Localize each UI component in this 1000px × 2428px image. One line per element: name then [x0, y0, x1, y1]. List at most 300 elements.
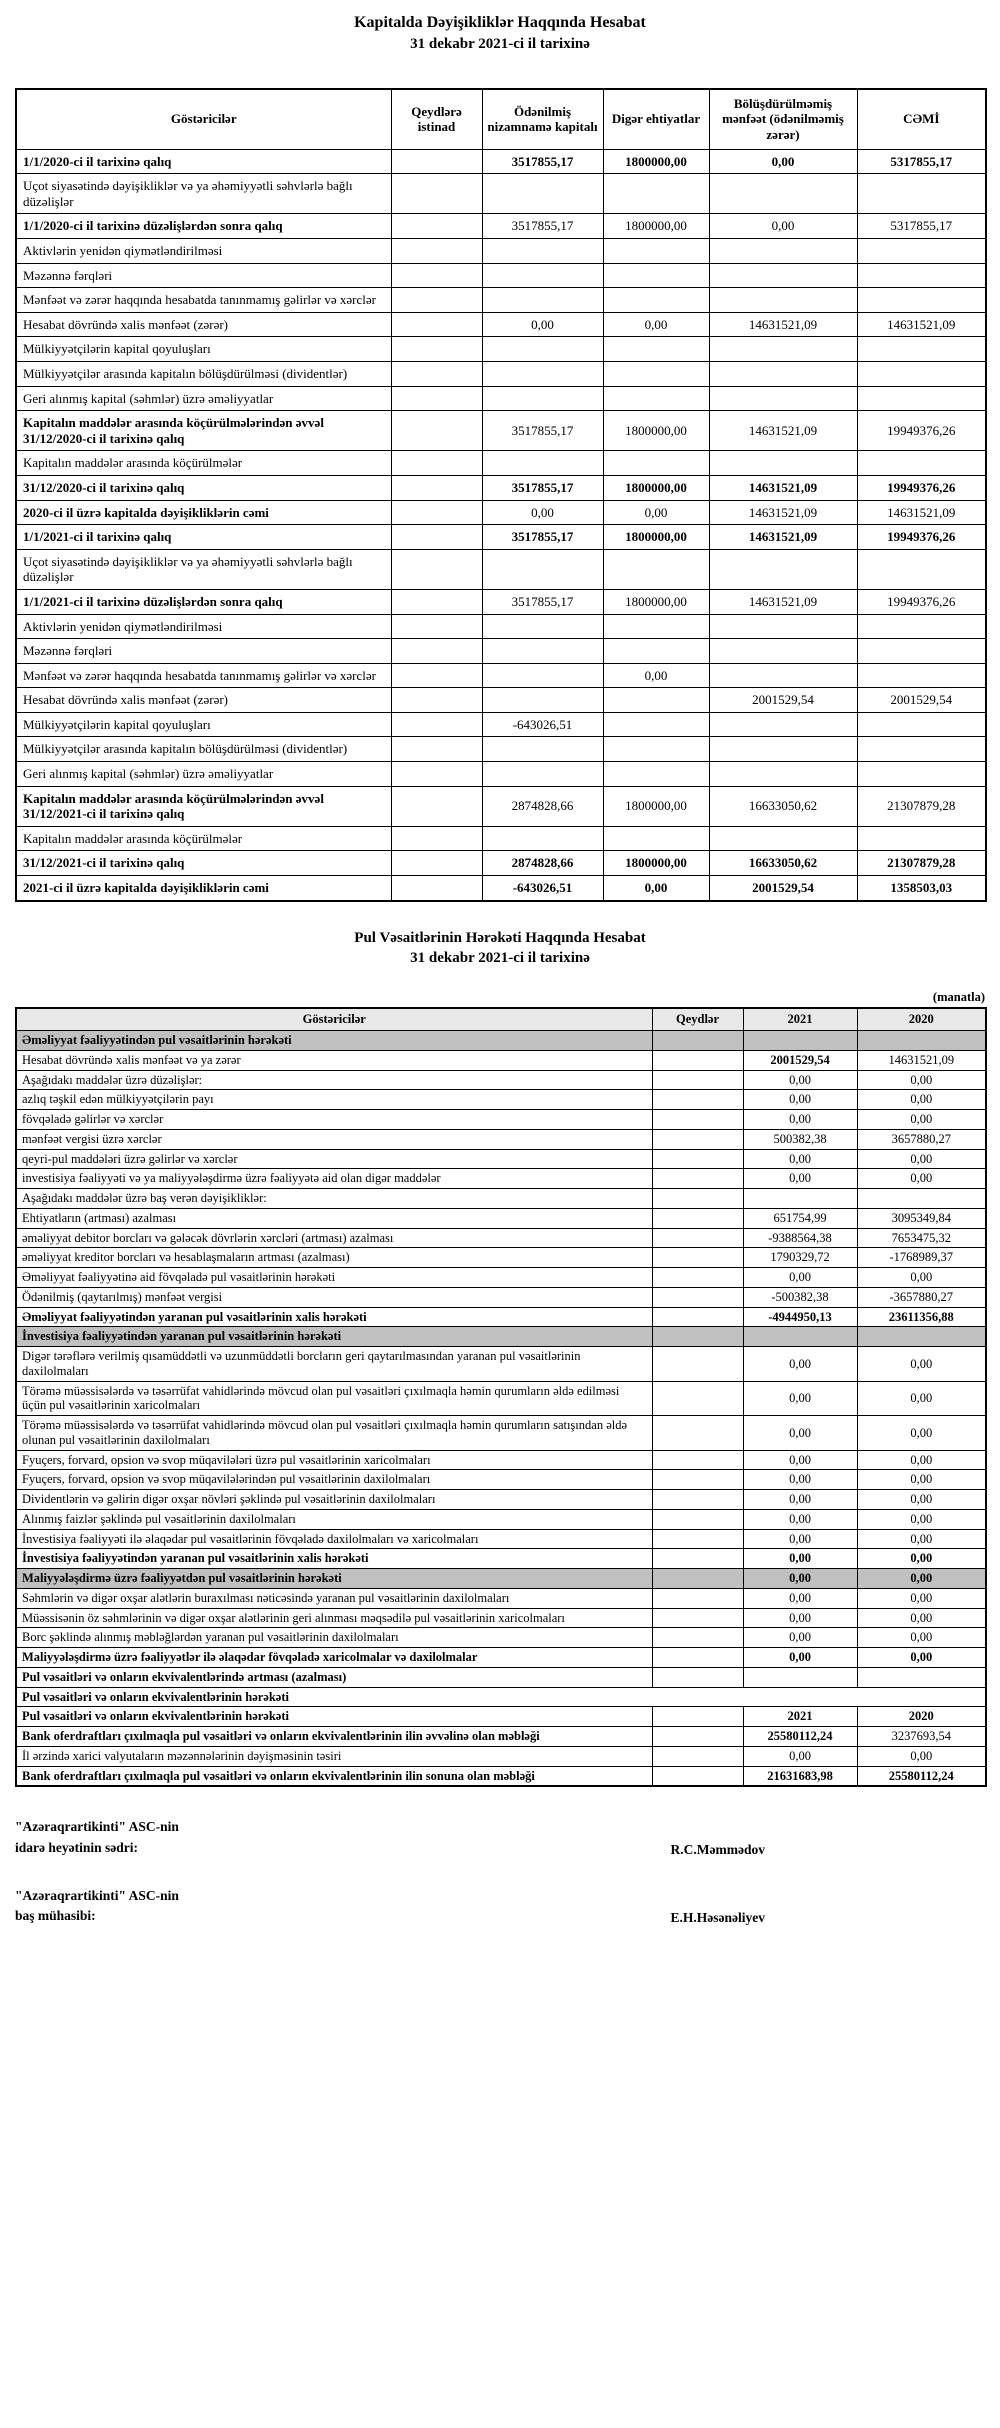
row-other-reserves: 1800000,00 [603, 214, 709, 239]
row-note-ref [391, 337, 482, 362]
row-note-ref [652, 1129, 743, 1149]
row-value-2021: -9388564,38 [743, 1228, 857, 1248]
row-value-2020 [857, 1031, 986, 1051]
row-paid-capital: 2874828,66 [482, 786, 603, 826]
equity-table-row [16, 500, 986, 525]
row-value-2021: 2021 [743, 1707, 857, 1727]
row-note-ref [391, 411, 482, 451]
row-value-2021: -4944950,13 [743, 1307, 857, 1327]
row-retained-earnings: 2001529,54 [709, 688, 857, 713]
signature-org-2: "Azəraqrartikinti" ASC-nin [15, 1887, 179, 1903]
cashflow-table-row [16, 1287, 986, 1307]
row-value-2021: 0,00 [743, 1608, 857, 1628]
row-total [857, 263, 986, 288]
row-value-2021: 500382,38 [743, 1129, 857, 1149]
row-label: Geri alınmış kapital (səhmlər) üzrə əməliyyatlar [16, 386, 391, 411]
row-note-ref [391, 762, 482, 787]
row-value-2020: 0,00 [857, 1648, 986, 1668]
row-note-ref [652, 1588, 743, 1608]
row-other-reserves [603, 639, 709, 664]
col-notes-2: Qeydlər [652, 1008, 743, 1031]
row-label: azlıq təşkil edən mülkiyyətçilərin payı [16, 1090, 652, 1110]
row-retained-earnings [709, 549, 857, 589]
equity-table-row [16, 826, 986, 851]
row-value-2021: 0,00 [743, 1628, 857, 1648]
row-label: qeyri-pul maddələri üzrə gəlirlər və xərclər [16, 1149, 652, 1169]
row-total: 21307879,28 [857, 786, 986, 826]
row-value-2021 [743, 1189, 857, 1209]
row-note-ref [652, 1347, 743, 1382]
cashflow-table-row [16, 1727, 986, 1747]
equity-table-row [16, 149, 986, 174]
row-other-reserves [603, 549, 709, 589]
row-note-ref [652, 1569, 743, 1589]
row-label: mənfəət vergisi üzrə xərclər [16, 1129, 652, 1149]
cashflow-table-row [16, 1110, 986, 1130]
equity-table-row [16, 614, 986, 639]
row-paid-capital: 3517855,17 [482, 475, 603, 500]
equity-table-body [16, 149, 986, 901]
row-value-2021: 0,00 [743, 1450, 857, 1470]
row-note-ref [391, 826, 482, 851]
cashflow-table-row [16, 1090, 986, 1110]
row-retained-earnings [709, 239, 857, 264]
row-total [857, 386, 986, 411]
row-paid-capital: 3517855,17 [482, 589, 603, 614]
row-retained-earnings: 14631521,09 [709, 500, 857, 525]
cashflow-table-row [16, 1208, 986, 1228]
row-total: 1358503,03 [857, 876, 986, 901]
row-other-reserves: 1800000,00 [603, 525, 709, 550]
row-value-2020: 0,00 [857, 1529, 986, 1549]
row-total [857, 826, 986, 851]
row-note-ref [652, 1628, 743, 1648]
row-label: Borc şəklində alınmış məbləğlərdən yaranan pul vəsaitlərinin daxilolmaları [16, 1628, 652, 1648]
row-value-2021: 25580112,24 [743, 1727, 857, 1747]
row-value-2020: 25580112,24 [857, 1766, 986, 1786]
row-paid-capital [482, 762, 603, 787]
row-paid-capital: 2874828,66 [482, 851, 603, 876]
row-label: investisiya fəaliyyəti və ya maliyyələşdirmə üzrə fəaliyyətə aid olan digər maddələr [16, 1169, 652, 1189]
row-retained-earnings: 14631521,09 [709, 589, 857, 614]
row-note-ref [652, 1189, 743, 1209]
row-retained-earnings [709, 263, 857, 288]
cashflow-table-row [16, 1509, 986, 1529]
row-paid-capital: 3517855,17 [482, 214, 603, 239]
equity-table-row [16, 263, 986, 288]
row-note-ref [391, 239, 482, 264]
equity-table-row [16, 361, 986, 386]
row-note-ref [652, 1470, 743, 1490]
row-label: Törəmə müəssisələrdə və təsərrüfat vahidlərində mövcud olan pul vəsaitləri çıxılmaqla həmin qurumların satışından əldə olunan pul vəsaitlərinin daxilolmaları [16, 1416, 652, 1451]
equity-table-row [16, 851, 986, 876]
cashflow-table-row [16, 1707, 986, 1727]
row-other-reserves [603, 263, 709, 288]
equity-table-row [16, 786, 986, 826]
equity-table-row [16, 312, 986, 337]
row-label: Əməliyyat fəaliyyətindən yaranan pul vəsaitlərinin xalis hərəkəti [16, 1307, 652, 1327]
equity-report-title-line2: 31 dekabr 2021-ci il tarixinə [410, 35, 590, 52]
row-label: Əməliyyat fəaliyyətinə aid fövqəladə pul vəsaitlərinin hərəkəti [16, 1268, 652, 1288]
row-label: əməliyyat debitor borcları və gələcək dövrlərin xərcləri (artması) azalması [16, 1228, 652, 1248]
row-retained-earnings: 2001529,54 [709, 876, 857, 901]
row-total: 19949376,26 [857, 475, 986, 500]
row-note-ref [652, 1208, 743, 1228]
row-note-ref [391, 475, 482, 500]
row-value-2021: 0,00 [743, 1648, 857, 1668]
cashflow-table-row [16, 1687, 986, 1707]
row-value-2021: 0,00 [743, 1416, 857, 1451]
row-label: Aktivlərin yenidən qiymətləndirilməsi [16, 239, 391, 264]
cashflow-table-row [16, 1648, 986, 1668]
row-label: Aktivlərin yenidən qiymətləndirilməsi [16, 614, 391, 639]
row-other-reserves: 1800000,00 [603, 411, 709, 451]
cashflow-table-row [16, 1549, 986, 1569]
row-total [857, 712, 986, 737]
row-total [857, 361, 986, 386]
row-total [857, 549, 986, 589]
equity-report-title-line1: Kapitalda Dəyişikliklər Haqqında Hesabat [354, 14, 646, 31]
row-label: Mənfəət və zərər haqqında hesabatda tanınmamış gəlirlər və xərclər [16, 288, 391, 313]
row-note-ref [652, 1549, 743, 1569]
row-retained-earnings [709, 337, 857, 362]
row-label: 31/12/2021-ci il tarixinə qalıq [16, 851, 391, 876]
row-note-ref [652, 1667, 743, 1687]
row-label: Hesabat dövründə xalis mənfəət (zərər) [16, 688, 391, 713]
row-retained-earnings: 14631521,09 [709, 525, 857, 550]
row-paid-capital [482, 688, 603, 713]
row-note-ref [391, 688, 482, 713]
cashflow-table-row [16, 1381, 986, 1416]
signature-chairman-title [15, 1817, 179, 1858]
row-retained-earnings [709, 826, 857, 851]
row-total: 14631521,09 [857, 312, 986, 337]
row-label: 2021-ci il üzrə kapitalda dəyişikliklərin cəmi [16, 876, 391, 901]
cashflow-report-title [15, 928, 985, 969]
cashflow-table-row [16, 1248, 986, 1268]
row-label: Müəssisənin öz səhmlərinin və digər oxşar alətlərinin geri alınması məqsədilə pul vəsaitlərinin xaricolmaları [16, 1608, 652, 1628]
row-label: Fyuçers, forvard, opsion və svop müqavilələri üzrə pul vəsaitlərinin xaricolmaları [16, 1450, 652, 1470]
row-value-2021: 0,00 [743, 1490, 857, 1510]
row-note-ref [391, 786, 482, 826]
row-note-ref [391, 312, 482, 337]
row-note-ref [391, 737, 482, 762]
cashflow-table-row [16, 1529, 986, 1549]
row-note-ref [391, 614, 482, 639]
row-label: 1/1/2021-ci il tarixinə qalıq [16, 525, 391, 550]
cashflow-table-row [16, 1588, 986, 1608]
row-other-reserves [603, 337, 709, 362]
col-year-2020: 2020 [857, 1008, 986, 1031]
row-note-ref [652, 1070, 743, 1090]
row-value-2021: 0,00 [743, 1090, 857, 1110]
row-note-ref [652, 1509, 743, 1529]
col-paid-capital: Ödənilmiş nizamnamə kapitalı [482, 89, 603, 149]
row-note-ref [652, 1307, 743, 1327]
row-value-2021: 0,00 [743, 1746, 857, 1766]
row-note-ref [652, 1608, 743, 1628]
equity-table-row [16, 475, 986, 500]
col-notes-ref: Qeydlərə istinad [391, 89, 482, 149]
row-label: Ödənilmiş (qaytarılmış) mənfəət vergisi [16, 1287, 652, 1307]
row-value-2020: 0,00 [857, 1070, 986, 1090]
row-paid-capital [482, 451, 603, 476]
row-other-reserves [603, 762, 709, 787]
row-total [857, 639, 986, 664]
cashflow-table-row [16, 1307, 986, 1327]
section-label: Pul vəsaitləri və onların ekvivalentlərinin hərəkəti [16, 1687, 986, 1707]
row-note-ref [652, 1381, 743, 1416]
row-value-2021: 0,00 [743, 1347, 857, 1382]
row-label: Maliyyələşdirmə üzrə fəaliyyətdən pul vəsaitlərinin hərəkəti [16, 1569, 652, 1589]
cashflow-table-row [16, 1031, 986, 1051]
row-label: İnvestisiya fəaliyyətindən yaranan pul vəsaitlərinin xalis hərəkəti [16, 1549, 652, 1569]
row-label: Pul vəsaitləri və onların ekvivalentlərinin hərəkəti [16, 1707, 652, 1727]
row-retained-earnings [709, 737, 857, 762]
row-value-2021: 0,00 [743, 1588, 857, 1608]
row-other-reserves: 0,00 [603, 500, 709, 525]
signature-section [15, 1817, 845, 1926]
equity-table-row [16, 451, 986, 476]
cashflow-table-row [16, 1569, 986, 1589]
cashflow-table-row [16, 1149, 986, 1169]
row-total [857, 174, 986, 214]
row-label: Mülkiyyətçilərin kapital qoyuluşları [16, 712, 391, 737]
row-label: Alınmış faizlər şəklində pul vəsaitlərinin daxilolmaları [16, 1509, 652, 1529]
row-other-reserves: 1800000,00 [603, 589, 709, 614]
row-other-reserves [603, 712, 709, 737]
equity-table-row [16, 337, 986, 362]
equity-table-row [16, 525, 986, 550]
row-paid-capital: 3517855,17 [482, 525, 603, 550]
row-paid-capital [482, 614, 603, 639]
cashflow-table-row [16, 1766, 986, 1786]
equity-table-row [16, 688, 986, 713]
row-value-2021: 1790329,72 [743, 1248, 857, 1268]
col-indicators-2: Göstəricilər [16, 1008, 652, 1031]
row-value-2021: 0,00 [743, 1149, 857, 1169]
equity-table-row [16, 589, 986, 614]
row-label: Əməliyyat fəaliyyətindən pul vəsaitlərinin hərəkəti [16, 1031, 652, 1051]
row-retained-earnings: 14631521,09 [709, 411, 857, 451]
row-note-ref [391, 712, 482, 737]
row-label: Mənfəət və zərər haqqında hesabatda tanınmamış gəlirlər və xərclər [16, 663, 391, 688]
col-retained-earnings: Bölüşdürülməmiş mənfəət (ödənilməmiş zərər) [709, 89, 857, 149]
row-label: Hesabat dövründə xalis mənfəət (zərər) [16, 312, 391, 337]
row-retained-earnings [709, 663, 857, 688]
equity-table-row [16, 663, 986, 688]
row-retained-earnings [709, 386, 857, 411]
row-total: 5317855,17 [857, 149, 986, 174]
row-value-2021: -500382,38 [743, 1287, 857, 1307]
row-value-2020: 14631521,09 [857, 1050, 986, 1070]
cashflow-table [15, 1007, 987, 1787]
row-note-ref [652, 1746, 743, 1766]
cashflow-table-row [16, 1129, 986, 1149]
row-value-2020: 0,00 [857, 1746, 986, 1766]
row-total: 19949376,26 [857, 525, 986, 550]
row-paid-capital [482, 288, 603, 313]
row-other-reserves [603, 826, 709, 851]
row-total [857, 737, 986, 762]
equity-table-row [16, 411, 986, 451]
row-label: Mülkiyyətçilər arasında kapitalın bölüşdürülməsi (dividentlər) [16, 737, 391, 762]
row-note-ref [652, 1287, 743, 1307]
row-value-2020: 0,00 [857, 1268, 986, 1288]
row-other-reserves: 1800000,00 [603, 475, 709, 500]
row-value-2020: -3657880,27 [857, 1287, 986, 1307]
signature-role-2: baş mühasibi: [15, 1908, 96, 1924]
row-paid-capital [482, 337, 603, 362]
row-label: Kapitalın maddələr arasında köçürülmələr [16, 451, 391, 476]
row-paid-capital: 0,00 [482, 500, 603, 525]
row-paid-capital: -643026,51 [482, 712, 603, 737]
row-value-2020: 0,00 [857, 1588, 986, 1608]
equity-table-header [16, 89, 986, 149]
col-other-reserves: Digər ehtiyatlar [603, 89, 709, 149]
signature-role-1: idarə heyətinin sədri: [15, 1839, 138, 1855]
row-other-reserves [603, 737, 709, 762]
row-value-2021: 0,00 [743, 1110, 857, 1130]
equity-table-row [16, 712, 986, 737]
row-paid-capital [482, 361, 603, 386]
col-indicators: Göstəricilər [16, 89, 391, 149]
row-note-ref [391, 589, 482, 614]
row-note-ref [652, 1228, 743, 1248]
row-label: Dividentlərin və gəlirin digər oxşar növləri şəklində pul vəsaitlərinin daxilolmaları [16, 1490, 652, 1510]
cashflow-table-body [16, 1031, 986, 1787]
row-other-reserves [603, 361, 709, 386]
row-paid-capital [482, 639, 603, 664]
cashflow-table-row [16, 1169, 986, 1189]
signature-accountant-name: E.H.Həsənəliyev [670, 1910, 765, 1926]
row-value-2021 [743, 1327, 857, 1347]
row-retained-earnings: 14631521,09 [709, 475, 857, 500]
row-value-2020: 0,00 [857, 1608, 986, 1628]
row-label: 1/1/2021-ci il tarixinə düzəlişlərdən sonra qalıq [16, 589, 391, 614]
signature-org-1: "Azəraqrartikinti" ASC-nin [15, 1819, 179, 1835]
cashflow-table-row [16, 1450, 986, 1470]
row-note-ref [652, 1090, 743, 1110]
row-value-2021: 0,00 [743, 1169, 857, 1189]
row-note-ref [391, 525, 482, 550]
cashflow-table-row [16, 1608, 986, 1628]
row-label: 1/1/2020-ci il tarixinə qalıq [16, 149, 391, 174]
row-value-2020 [857, 1189, 986, 1209]
row-note-ref [391, 361, 482, 386]
row-value-2021: 2001529,54 [743, 1050, 857, 1070]
row-value-2020: 3095349,84 [857, 1208, 986, 1228]
row-paid-capital: 0,00 [482, 312, 603, 337]
signature-accountant [15, 1886, 845, 1927]
row-paid-capital [482, 663, 603, 688]
row-total [857, 451, 986, 476]
row-note-ref [391, 149, 482, 174]
row-value-2020: 0,00 [857, 1569, 986, 1589]
row-other-reserves: 0,00 [603, 876, 709, 901]
row-label: Pul vəsaitləri və onların ekvivalentlərində artması (azalması) [16, 1667, 652, 1687]
col-total: CƏMİ [857, 89, 986, 149]
row-label: Maliyyələşdirmə üzrə fəaliyyətlər ilə əlaqədar fövqəladə xaricolmalar və daxilolmalar [16, 1648, 652, 1668]
signature-chairman-name: R.C.Məmmədov [670, 1841, 765, 1857]
row-paid-capital: -643026,51 [482, 876, 603, 901]
equity-table-row [16, 174, 986, 214]
row-value-2021 [743, 1667, 857, 1687]
cashflow-table-row [16, 1667, 986, 1687]
equity-table-row [16, 549, 986, 589]
cashflow-table-row [16, 1470, 986, 1490]
equity-header-row [16, 89, 986, 149]
row-total [857, 762, 986, 787]
row-note-ref [391, 288, 482, 313]
cashflow-header-row [16, 1008, 986, 1031]
row-total: 14631521,09 [857, 500, 986, 525]
row-label: əməliyyat kreditor borcları və hesablaşmaların artması (azalması) [16, 1248, 652, 1268]
row-note-ref [652, 1766, 743, 1786]
row-value-2020: 0,00 [857, 1450, 986, 1470]
row-note-ref [391, 663, 482, 688]
cashflow-report-title-line1: Pul Vəsaitlərinin Hərəkəti Haqqında Hesabat [354, 929, 646, 946]
row-note-ref [391, 500, 482, 525]
row-value-2021: 0,00 [743, 1529, 857, 1549]
row-label: 2020-ci il üzrə kapitalda dəyişikliklərin cəmi [16, 500, 391, 525]
cashflow-report-title-line2: 31 dekabr 2021-ci il tarixinə [410, 949, 590, 966]
cashflow-table-row [16, 1050, 986, 1070]
row-label: Uçot siyasətində dəyişikliklər və ya əhəmiyyətli səhvlərlə bağlı düzəlişlər [16, 174, 391, 214]
row-total [857, 663, 986, 688]
row-label: Mülkiyyətçilər arasında kapitalın bölüşdürülməsi (dividentlər) [16, 361, 391, 386]
row-note-ref [652, 1031, 743, 1051]
row-value-2020: 3237693,54 [857, 1727, 986, 1747]
row-note-ref [391, 451, 482, 476]
row-label: Kapitalın maddələr arasında köçürülmələrindən əvvəl 31/12/2020-ci il tarixinə qalıq [16, 411, 391, 451]
row-label: Səhmlərin və digər oxşar alətlərin buraxılması nəticəsində yaranan pul vəsaitlərinin daxilolmaları [16, 1588, 652, 1608]
signature-chairman [15, 1817, 845, 1858]
cashflow-table-row [16, 1416, 986, 1451]
row-label: Uçot siyasətində dəyişikliklər və ya əhəmiyyətli səhvlərlə bağlı düzəlişlər [16, 549, 391, 589]
row-other-reserves [603, 386, 709, 411]
row-value-2020: 0,00 [857, 1509, 986, 1529]
row-total: 19949376,26 [857, 589, 986, 614]
row-label: Törəmə müəssisələrdə və təsərrüfat vahidlərində mövcud olan pul vəsaitləri çıxılmaqla həmin qurumların əldə edilməsi üçün pul vəsaitlərinin xaricolmaları [16, 1381, 652, 1416]
row-note-ref [652, 1490, 743, 1510]
row-note-ref [391, 174, 482, 214]
row-value-2021: 0,00 [743, 1381, 857, 1416]
row-paid-capital: 3517855,17 [482, 149, 603, 174]
row-value-2020: 7653475,32 [857, 1228, 986, 1248]
row-retained-earnings [709, 614, 857, 639]
row-value-2020: 0,00 [857, 1628, 986, 1648]
row-value-2021: 0,00 [743, 1569, 857, 1589]
row-paid-capital [482, 239, 603, 264]
currency-note: (manatla) [932, 990, 985, 1005]
row-retained-earnings [709, 174, 857, 214]
row-retained-earnings: 16633050,62 [709, 786, 857, 826]
row-total [857, 614, 986, 639]
row-label: İl ərzində xarici valyutaların məzənnələrinin dəyişməsinin təsiri [16, 1746, 652, 1766]
row-value-2021: 0,00 [743, 1070, 857, 1090]
row-value-2020: 0,00 [857, 1110, 986, 1130]
row-note-ref [652, 1110, 743, 1130]
row-label: Fyuçers, forvard, opsion və svop müqavilələrindən pul vəsaitlərinin daxilolmaları [16, 1470, 652, 1490]
row-value-2020: 0,00 [857, 1381, 986, 1416]
row-other-reserves: 0,00 [603, 312, 709, 337]
row-label: fövqəladə gəlirlər və xərclər [16, 1110, 652, 1130]
row-note-ref [652, 1149, 743, 1169]
row-total [857, 337, 986, 362]
cashflow-table-row [16, 1347, 986, 1382]
row-other-reserves: 1800000,00 [603, 149, 709, 174]
